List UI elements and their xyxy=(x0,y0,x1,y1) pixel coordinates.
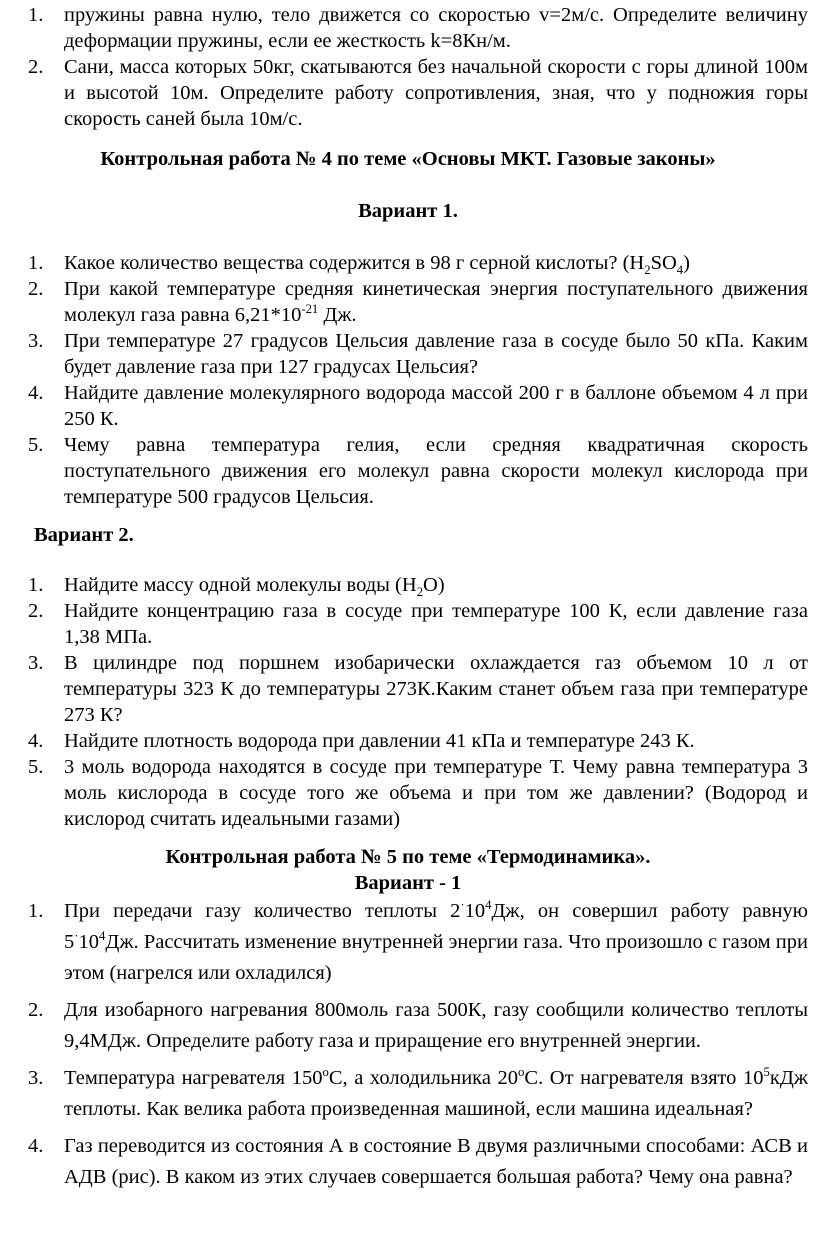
list-item xyxy=(0,250,816,276)
kr4-section xyxy=(0,148,816,171)
item-text: Дж. xyxy=(318,304,357,326)
item-text: Дж. Рассчитать изменение внутренней энергии газа. Что произошло с газом при этом (нагрелся или охладился) xyxy=(64,931,808,984)
list-item xyxy=(0,650,816,728)
item-number: 2. xyxy=(28,600,44,622)
item-number: 3. xyxy=(28,330,44,352)
kr4-variant1-list xyxy=(0,250,816,510)
superscript: o xyxy=(322,1065,329,1080)
subscript: 4 xyxy=(676,263,684,278)
item-text: При какой температуре средняя кинетическая энергия поступательного движения молекул газа равна 6,21*10 xyxy=(64,278,808,326)
kr4-variant2-list-wrap xyxy=(0,572,816,832)
list-item xyxy=(0,754,816,832)
item-number: 3. xyxy=(28,652,44,674)
item-number: 4. xyxy=(28,382,44,404)
item-text: SO xyxy=(650,252,677,274)
kr4-variant1-label: Вариант 1. xyxy=(358,200,458,222)
item-text: При передачи газу количество теплоты 2 xyxy=(64,900,461,922)
list-item xyxy=(0,1131,816,1193)
item-number: 5. xyxy=(28,434,44,456)
list-item xyxy=(0,432,816,510)
item-text: 3 моль водорода находятся в сосуде при температуре Т. Чему равна температура 3 моль кислорода в сосуде того же объема и при том же давлении? (Водород и кислород считать идеальными газами) xyxy=(64,756,808,830)
item-text: Чему равна температура гелия, если средняя квадратичная скорость поступательного движения его молекул равна скорости молекул кислорода при температуре 500 градусов Цельсия. xyxy=(64,434,808,508)
item-text: ) xyxy=(683,252,690,274)
kr5-section xyxy=(0,846,816,869)
item-text: Найдите концентрацию газа в сосуде при температуре 100 К, если давление газа 1,38 МПа. xyxy=(64,600,808,648)
item-text: Температура нагревателя 150 xyxy=(64,1067,323,1089)
superscript: 5 xyxy=(763,1065,770,1080)
item-number: 4. xyxy=(28,730,44,752)
list-item xyxy=(0,572,816,598)
carryover-list xyxy=(0,2,816,132)
list-item xyxy=(0,2,816,54)
item-number: 1. xyxy=(28,252,44,274)
superscript: 4 xyxy=(98,929,106,944)
item-text: кДж теплоты. Как велика работа произведенная машиной, если машина идеальная? xyxy=(64,1067,809,1120)
item-text: Сани, масса которых 50кг, скатываются без начальной скорости с горы длиной 100м и высотой 10м. Определите работу сопротивления, зная, что у подножия горы скорость саней была 10м/с. xyxy=(64,56,808,130)
kr5-variant1-label: Вариант - 1 xyxy=(354,872,462,894)
kr5-variant1-list-wrap xyxy=(0,896,816,1193)
item-text: С. От нагревателя взято 10 xyxy=(524,1067,764,1089)
list-item xyxy=(0,276,816,328)
list-item xyxy=(0,995,816,1057)
item-number: 4. xyxy=(28,1135,44,1157)
list-item xyxy=(0,380,816,432)
item-text: 10 xyxy=(78,931,99,953)
item-text: Найдите плотность водорода при давлении 41 кПа и температуре 243 К. xyxy=(64,730,695,752)
superscript: -21 xyxy=(301,302,319,317)
list-item xyxy=(0,54,816,132)
list-item xyxy=(0,728,816,754)
list-item xyxy=(0,328,816,380)
kr5-variant1-list xyxy=(0,896,816,1193)
superscript: o xyxy=(518,1065,525,1080)
item-text: пружины равна нулю, тело движется со скоростью v=2м/с. Определите величину деформации пружины, если ее жесткость k=8Кн/м. xyxy=(64,4,808,52)
superscript: · xyxy=(460,898,465,913)
kr4-title: Контрольная работа № 4 по теме «Основы МКТ. Газовые законы» xyxy=(100,148,716,170)
item-text: В цилиндре под поршнем изобарически охлаждается газ объемом 10 л от температуры 323 К до температуры 273К.Каким станет объем газа при температуре 273 К? xyxy=(64,652,808,726)
item-number: 2. xyxy=(28,278,44,300)
item-text: С, а холодильника 20 xyxy=(328,1067,519,1089)
item-number: 1. xyxy=(28,574,44,596)
kr5-title: Контрольная работа № 5 по теме «Термодинамика». xyxy=(165,846,651,868)
kr4-variant2-list xyxy=(0,572,816,832)
superscript: 4 xyxy=(485,898,492,913)
item-number: 3. xyxy=(28,1067,44,1089)
item-text: Газ переводится из состояния А в состояние В двумя различными способами: АСВ и АДВ (рис). В каком из этих случаев совершается большая работа? Чему она равна? xyxy=(64,1135,808,1188)
item-text: Найдите давление молекулярного водорода массой 200 г в баллоне объемом 4 л при 250 К. xyxy=(64,382,808,430)
item-text: Для изобарного нагревания 800моль газа 500К, газу сообщили количество теплоты 9,4МДж. Определите работу газа и приращение его внутренней энергии. xyxy=(64,999,808,1052)
item-number: 1. xyxy=(28,4,44,26)
item-text: Найдите массу одной молекулы воды (H xyxy=(64,574,417,596)
subscript: 2 xyxy=(416,585,424,600)
kr4-variant2-label: Вариант 2. xyxy=(34,524,134,546)
list-item xyxy=(0,896,816,989)
item-text: Какое количество вещества содержится в 98 г серной кислоты? (H xyxy=(64,252,645,274)
item-number: 2. xyxy=(28,56,44,78)
item-text: O) xyxy=(423,574,445,596)
superscript: · xyxy=(74,929,79,944)
item-text: 10 xyxy=(464,900,486,922)
item-text: При температуре 27 градусов Цельсия давление газа в сосуде было 50 кПа. Каким будет давление газа при 127 градусах Цельсия? xyxy=(64,330,808,378)
item-text: Дж, он совершил работу равную 5 xyxy=(64,900,808,953)
list-item xyxy=(0,1063,816,1125)
carryover-section xyxy=(0,2,816,132)
subscript: 2 xyxy=(644,263,651,278)
item-number: 5. xyxy=(28,756,44,778)
item-number: 1. xyxy=(28,900,44,922)
list-item xyxy=(0,598,816,650)
item-number: 2. xyxy=(28,999,44,1021)
kr4-variant1-list-wrap xyxy=(0,250,816,510)
